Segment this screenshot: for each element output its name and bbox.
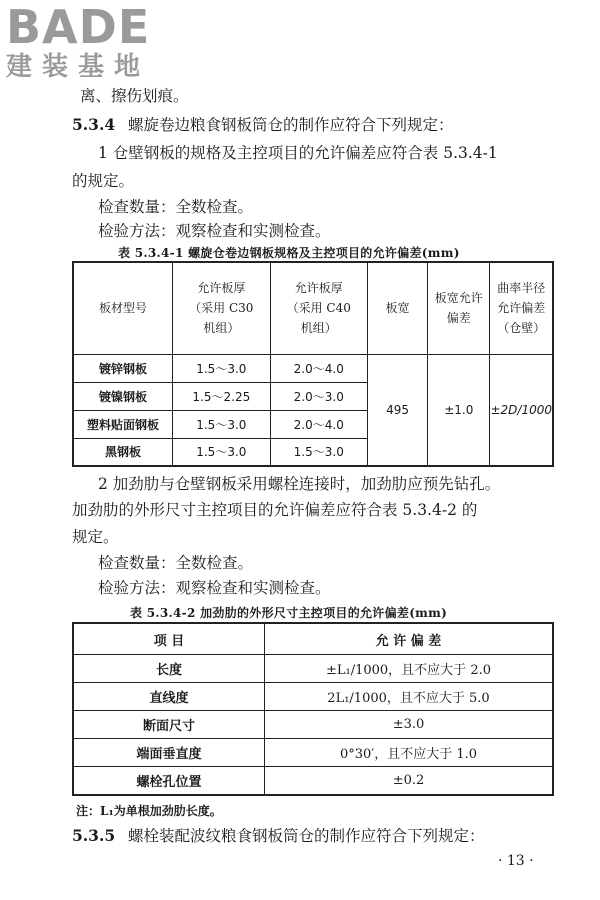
table-row (73, 354, 553, 382)
section-heading: 螺栓装配波纹粮食钢板筒仓的制作应符合下列规定： (128, 827, 485, 845)
cell-tolerance: 2L₁/1000，且不应大于 5.0 (265, 683, 554, 711)
section-number: 5.3.4 (72, 115, 116, 134)
cell-type: 黑钢板 (73, 438, 173, 466)
cell-c40: 1.5～3.0 (270, 438, 367, 466)
cell-c40: 2.0～4.0 (270, 410, 367, 438)
cell-item: 螺栓孔位置 (73, 767, 265, 796)
cell-tolerance: ±3.0 (265, 711, 554, 739)
cell-item: 端面垂直度 (73, 739, 265, 767)
cell-radius-tol: ±2D/1000 (490, 354, 553, 466)
page-number: · 13 · (498, 853, 534, 869)
cell-item: 长度 (73, 655, 265, 683)
table-row (73, 683, 553, 711)
header-c40: 允许板厚 （采用 C40 机组） (270, 262, 367, 354)
cell-tolerance: ±L₁/1000，且不应大于 2.0 (265, 655, 554, 683)
table-plate-specs (72, 261, 554, 467)
cell-type: 塑料贴面钢板 (73, 410, 173, 438)
cell-c30: 1.5～3.0 (173, 354, 270, 382)
cell-type: 镀镍钢板 (73, 382, 173, 410)
logo-subtitle: 建装基地 (6, 52, 151, 82)
cell-tolerance: ±0.2 (265, 767, 554, 796)
cell-c30: 1.5～3.0 (173, 410, 270, 438)
table-note: 注：L₁为单根加劲肋长度。 (76, 804, 222, 818)
cell-c30: 1.5～2.25 (173, 382, 270, 410)
table-row (73, 739, 553, 767)
cell-c30: 1.5～3.0 (173, 438, 270, 466)
header-width-tol: 板宽允许 偏差 (428, 262, 490, 354)
table-caption: 表 5.3.4-2 加劲肋的外形尺寸主控项目的允许偏差(mm) (130, 606, 448, 620)
header-radius-tol: 曲率半径 允许偏差 （仓壁） (490, 262, 553, 354)
text-line: 离、擦伤划痕。 (80, 87, 189, 105)
paragraph-line: 2 加劲肋与仓壁钢板采用螺栓连接时，加劲肋应预先钻孔。 (98, 475, 501, 493)
cell-item: 直线度 (73, 683, 265, 711)
cell-c40: 2.0～3.0 (270, 382, 367, 410)
header-width: 板宽 (367, 262, 427, 354)
check-method: 检验方法：观察检查和实测检查。 (98, 222, 331, 240)
header-type: 板材型号 (73, 262, 173, 354)
cell-type: 镀锌钢板 (73, 354, 173, 382)
check-method: 检验方法：观察检查和实测检查。 (98, 579, 331, 597)
header-c30: 允许板厚 （采用 C30 机组） (173, 262, 270, 354)
paragraph-line: 1 仓壁钢板的规格及主控项目的允许偏差应符合表 5.3.4-1 (98, 144, 498, 162)
table-row (73, 767, 553, 796)
check-quantity: 检查数量：全数检查。 (98, 554, 254, 572)
header-item: 项 目 (73, 623, 265, 655)
paragraph-line: 规定。 (72, 528, 119, 546)
logo-brand: BADE (6, 0, 151, 54)
check-quantity: 检查数量：全数检查。 (98, 198, 254, 216)
cell-tolerance: 0°30′，且不应大于 1.0 (265, 739, 554, 767)
cell-width-tol: ±1.0 (428, 354, 490, 466)
logo (6, 0, 176, 82)
paragraph-line: 的规定。 (72, 172, 135, 190)
section-number: 5.3.5 (72, 826, 116, 845)
table-row (73, 655, 553, 683)
table-stiffener-tolerance (72, 622, 554, 796)
cell-width: 495 (367, 354, 427, 466)
table-row (73, 711, 553, 739)
paragraph-line: 加劲肋的外形尺寸主控项目的允许偏差应符合表 5.3.4-2 的 (72, 501, 478, 519)
cell-c40: 2.0～4.0 (270, 354, 367, 382)
header-tolerance: 允 许 偏 差 (265, 623, 554, 655)
table-caption: 表 5.3.4-1 螺旋仓卷边钢板规格及主控项目的允许偏差(mm) (118, 246, 460, 260)
section-heading: 螺旋卷边粮食钢板筒仓的制作应符合下列规定： (128, 116, 454, 134)
cell-item: 断面尺寸 (73, 711, 265, 739)
